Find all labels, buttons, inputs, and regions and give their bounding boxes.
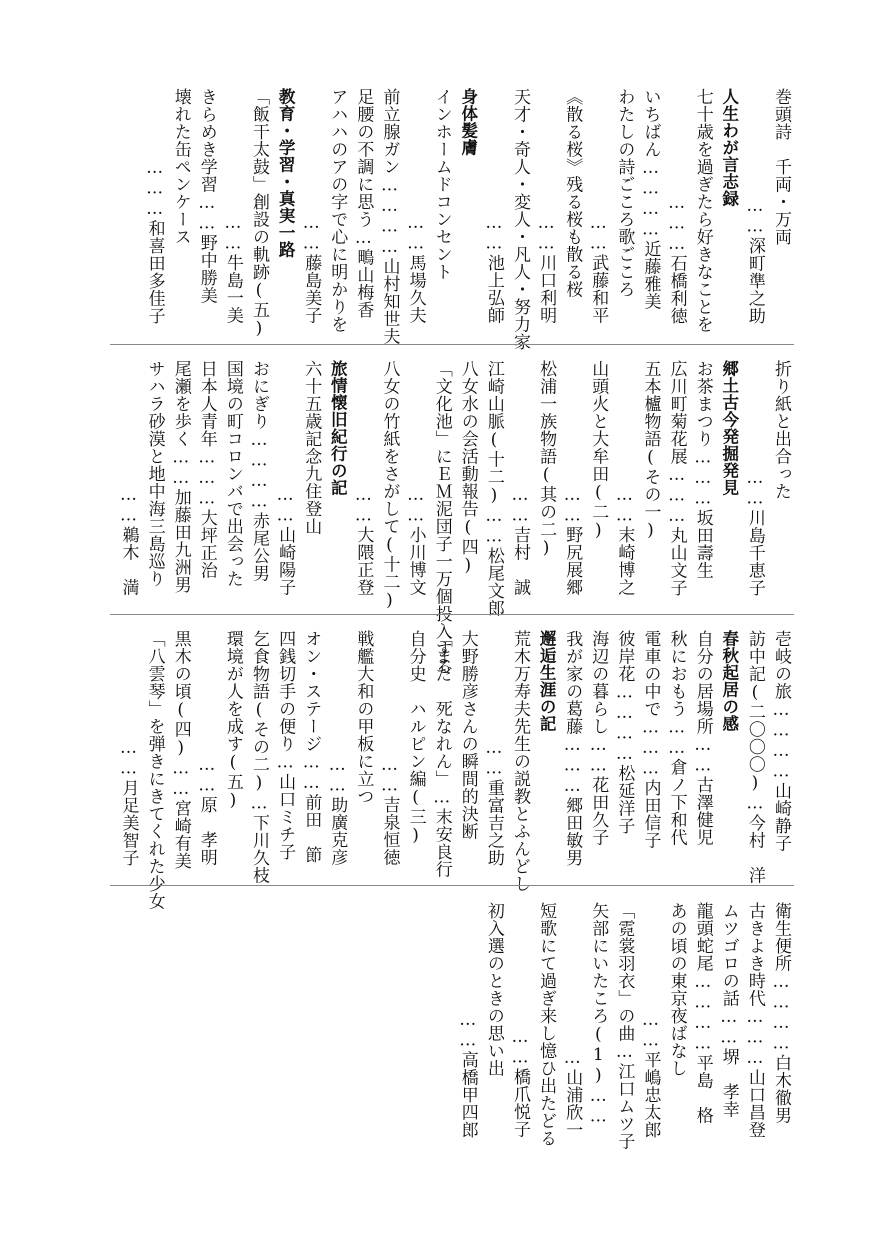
contents-section-2 — [0, 360, 875, 675]
entry-title: 秋におもう……倉ノ下和代 — [666, 630, 687, 846]
entry-title: 海辺の暮らし……花田久子 — [588, 630, 609, 846]
author-line: ……橋爪悦子 — [509, 1027, 530, 1138]
entry-title: 八女の竹紙をさがして(十二) — [379, 360, 400, 611]
entry-title: ムツゴロの話……堺 孝幸 — [718, 902, 739, 1118]
entry-title: 大野勝彦さんの瞬間的決断 — [457, 630, 478, 840]
entry-title: 衛生便所…………白木徹男 — [770, 902, 791, 1124]
author-line: ……藤島美子 — [301, 213, 322, 324]
section-heading: 春秋起居の感 — [719, 630, 739, 732]
entry-title: 山頭火と大牟田(二) — [588, 360, 609, 541]
entry-title: 「まだ 死なれん」…末安良行 — [431, 630, 452, 878]
author-line: ……月足美智子 — [118, 737, 139, 866]
entry-title: きらめき学習……野中勝美 — [196, 88, 217, 304]
entry-title: 荒木万寿夫先生の説教とふんどし — [509, 630, 530, 893]
author-line: ……助廣克彦 — [327, 755, 348, 866]
entry-title: 龍頭蛇尾…………平島 格 — [692, 902, 713, 1124]
author-line: ……武藤和平 — [588, 213, 609, 324]
entry-title: 四銭切手の便り…山口ミチ子 — [275, 630, 296, 861]
section-divider-1 — [110, 344, 794, 345]
section-heading: 教育・学習・真実一路 — [276, 88, 296, 258]
entry-title: 訪中記(二〇〇〇)…今村 洋 — [744, 630, 765, 884]
entry-title: わたしの詩ごころ歌ごころ — [614, 88, 635, 298]
entry-title: 前立腺ガン…………山村知世夫 — [379, 88, 400, 345]
author-line: ……小川博文 — [405, 485, 426, 596]
author-line: ……吉村 誠 — [509, 485, 530, 596]
entry-title: 七十歳を過ぎたら好きなことを — [692, 88, 713, 333]
entry-title: 壊れた缶ペンケース — [170, 88, 191, 246]
section-divider-3 — [110, 885, 794, 886]
entry-title: 《散る桜》残る桜も散る桜 — [562, 88, 583, 298]
entry-title: オン・ステージ……前田 節 — [301, 630, 322, 864]
author-line: ……高橋甲四郎 — [457, 1009, 478, 1138]
author-line: ……牛島一美 — [222, 213, 243, 324]
author-line: ……馬場久夫 — [405, 213, 426, 324]
entry-title: 松浦一族物語(其の二) — [536, 360, 557, 559]
contents-section-4 — [0, 902, 875, 1150]
entry-title: いちばん…………近藤雅美 — [640, 88, 661, 310]
author-line: ………和喜田多佳子 — [144, 157, 165, 324]
author-line: ……重富吉之助 — [483, 737, 504, 866]
entry-title: あの頃の東京夜ばなし — [666, 902, 687, 1077]
entry-title: 六十五歳記念九住登山 — [301, 360, 322, 535]
entry-title: 国境の町コロンバで出会った — [222, 360, 243, 588]
entry-title: お茶まつり………坂田壽生 — [692, 360, 713, 579]
entry-title: 短歌にて過ぎ来し憶ひ出たどる — [536, 902, 557, 1147]
author-line: ……鵜木 満 — [118, 485, 139, 596]
entry-title: 自分史 ハルピン編(三) — [405, 630, 426, 846]
author-line: ……大隈正登 — [353, 485, 374, 596]
author-line: ……深町準之助 — [744, 195, 765, 324]
section-heading: 郷土古今発掘発見 — [719, 360, 739, 496]
entry-title: 矢部にいたころ(1)…… — [588, 902, 609, 1127]
entry-title: 黒木の頃(四)……宮崎有美 — [170, 630, 191, 870]
entry-title: 足腰の不調に思う…鴫山梅香 — [353, 88, 374, 319]
author-line: ……池上弘師 — [483, 213, 504, 324]
entry-title: 古きよき時代………山口昌登 — [744, 902, 765, 1139]
entry-title: 「文化池」にＥＭ泥団子一万個投入する — [431, 360, 452, 675]
entry-title: 五本櫨物語(その一) — [640, 360, 661, 541]
entry-title: 折り紙と出合った — [770, 360, 791, 500]
entry-title: 「八雲琴」を弾きにきてくれた少女 — [144, 630, 165, 910]
author-line: …山浦欣一 — [562, 1047, 583, 1138]
entry-title: 江崎山脈(十二)……松尾文郎 — [483, 360, 504, 617]
entry-title: 日本人青年………大坪正治 — [196, 360, 217, 579]
entry-title: 巻頭詩 千両・万両 — [770, 88, 791, 246]
entry-title: 電車の中で………内田信子 — [640, 630, 661, 849]
entry-title: 我が家の葛藤………郷田敏男 — [562, 630, 583, 867]
contents-section-1 — [0, 88, 875, 351]
entry-title: サハラ砂漠と地中海三島巡り — [144, 360, 165, 588]
entry-title: 八女水の会活動報告(四) — [457, 360, 478, 576]
entry-title: 乞食物語(その二)…下川久枝 — [248, 630, 269, 884]
entry-title: 「飯干太鼓」創設の軌跡(五) — [248, 88, 269, 339]
entry-title: 初入選のときの思い出 — [483, 902, 504, 1077]
entry-title: 壱岐の旅…………山崎静子 — [770, 630, 791, 852]
entry-title: おにぎり…………赤尾公男 — [248, 360, 269, 582]
author-line: ……川口利明 — [536, 213, 557, 324]
entry-title: 尾瀬を歩く……加藤田九洲男 — [170, 360, 191, 594]
entry-title: 環境が人を成す(五) — [222, 630, 243, 811]
author-line: ……吉泉恒徳 — [379, 755, 400, 866]
contents-section-3 — [0, 630, 875, 910]
author-line: ……山崎陽子 — [275, 485, 296, 596]
entry-title: インホームドコンセント — [431, 88, 452, 281]
entry-title: 彼岸花…………松延洋子 — [614, 630, 635, 835]
entry-title: 広川町菊花展………丸山文子 — [666, 360, 687, 597]
entry-title: 天才・奇人・変人・凡人・努力家 — [509, 88, 530, 351]
entry-title: 戦艦大和の甲板に立つ — [353, 630, 374, 805]
author-line: ……平嶋忠太郎 — [640, 1009, 661, 1138]
entry-title: 自分の居場所……古澤健児 — [692, 630, 713, 846]
section-heading: 旅情懐旧紀行の記 — [328, 360, 348, 496]
author-line: ……原 孝明 — [196, 755, 217, 866]
author-line: ………石橋利徳 — [666, 192, 687, 324]
section-heading: 邂逅生涯の記 — [537, 630, 557, 732]
section-heading: 人生わが言志録 — [719, 88, 739, 207]
section-divider-2 — [110, 614, 794, 615]
author-line: ……末崎博之 — [614, 485, 635, 596]
entry-title: 「霓裳羽衣」の曲…江口ムツ子 — [614, 902, 635, 1150]
author-line: ……川島千恵子 — [744, 467, 765, 596]
author-line: ……野尻展郷 — [562, 485, 583, 596]
section-heading: 身体髪膚 — [458, 88, 478, 156]
entry-title: アハハのアの字で心に明かりを — [327, 88, 348, 333]
